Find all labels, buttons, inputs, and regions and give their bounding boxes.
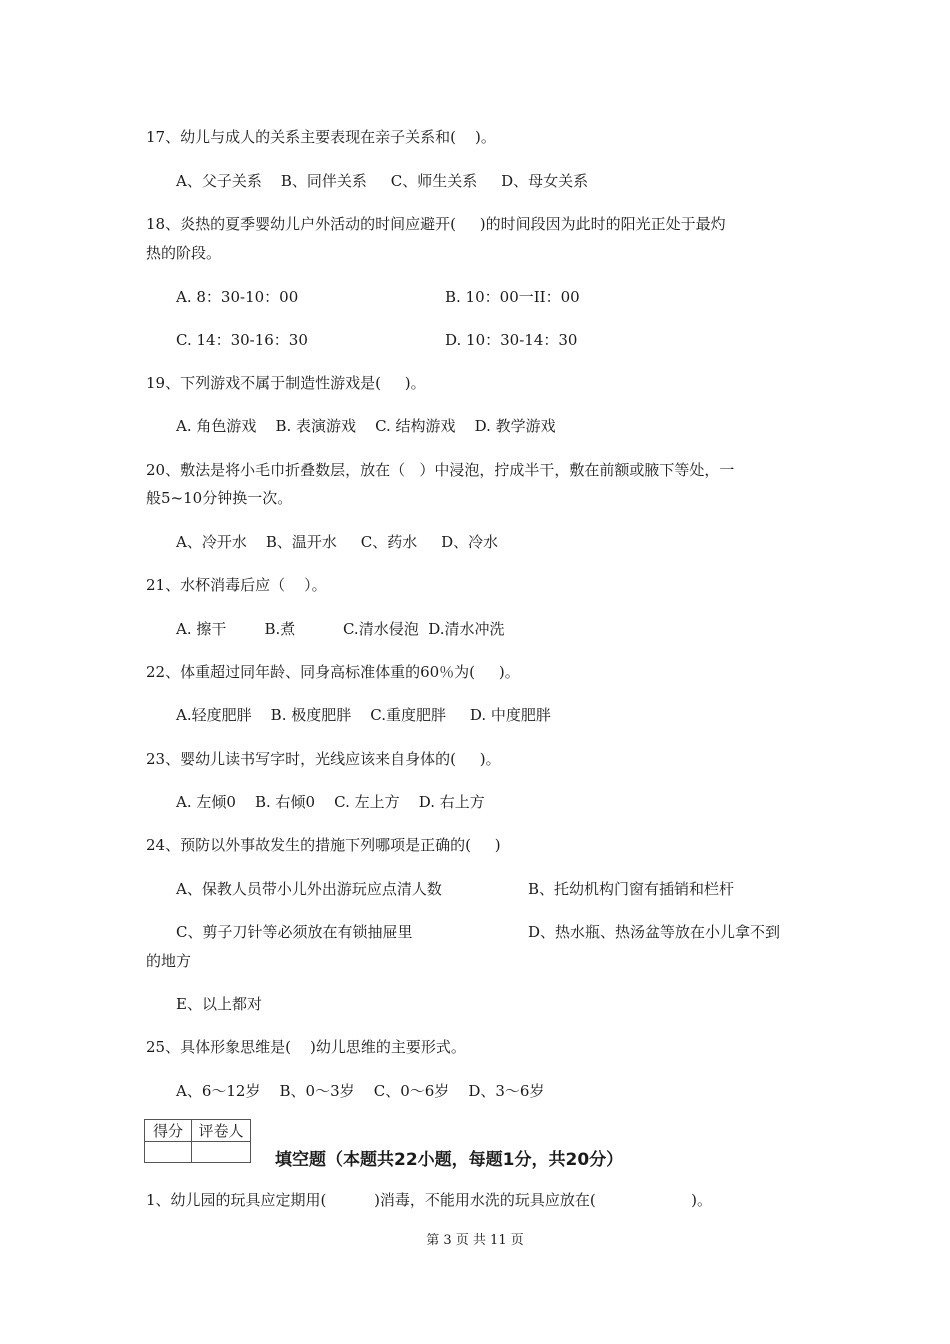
question-25-stem: 25、具体形象思维是( )幼儿思维的主要形式。 [146, 1038, 466, 1056]
question-22-options: A.轻度肥胖 B. 极度肥胖 C.重度肥胖 D. 中度肥胖 [176, 706, 551, 724]
question-21-stem: 21、水杯消毒后应（ ）。 [146, 576, 327, 594]
question-23-stem: 23、婴幼儿读书写字时，光线应该来自身体的( )。 [146, 750, 501, 768]
question-24-option-c: C、剪子刀针等必须放在有锁抽屉里 [176, 923, 413, 941]
question-18-option-d: D. 10：30-14：30 [445, 331, 578, 349]
score-label: 得分 [145, 1120, 192, 1142]
fill-question-1: 1、幼儿园的玩具应定期用( )消毒，不能用水洗的玩具应放在( )。 [146, 1191, 712, 1209]
question-22-stem: 22、体重超过同年龄、同身高标准体重的60％为( )。 [146, 663, 520, 681]
question-24-option-d-cont: 的地方 [146, 952, 192, 970]
question-19-options: A. 角色游戏 B. 表演游戏 C. 结构游戏 D. 教学游戏 [176, 417, 556, 435]
question-18-stem: 18、炎热的夏季婴幼儿户外活动的时间应避开( )的时间段因为此时的阳光正处于最灼 [146, 215, 726, 233]
question-18-option-a: A. 8：30-10：00 [176, 288, 299, 306]
question-17-options: A、父子关系 B、同伴关系 C、师生关系 D、母女关系 [176, 172, 589, 190]
question-18-option-b: B. 10：00一II：00 [445, 288, 580, 306]
grader-label: 评卷人 [192, 1120, 251, 1142]
question-20-options: A、冷开水 B、温开水 C、药水 D、冷水 [176, 533, 499, 551]
grader-cell [192, 1142, 251, 1163]
question-24-option-d: D、热水瓶、热汤盆等放在小儿拿不到 [528, 923, 781, 941]
question-23-options: A. 左倾0 B. 右倾0 C. 左上方 D. 右上方 [176, 793, 485, 811]
question-19-stem: 19、下列游戏不属于制造性游戏是( )。 [146, 374, 426, 392]
score-table [144, 1119, 251, 1163]
question-25-options: A、6～12岁 B、0～3岁 C、0～6岁 D、3～6岁 [176, 1082, 545, 1100]
question-17-stem: 17、幼儿与成人的关系主要表现在亲子关系和( )。 [146, 128, 496, 146]
question-24-option-b: B、托幼机构门窗有插销和栏杆 [528, 880, 735, 898]
score-cell [145, 1142, 192, 1163]
question-20-stem: 20、敷法是将小毛巾折叠数层，放在（ ）中浸泡，拧成半干，敷在前额或腋下等处，一 [146, 461, 735, 479]
question-18-option-c: C. 14：30-16：30 [176, 331, 308, 349]
question-20-stem-cont: 般5~10分钟换一次。 [146, 489, 293, 507]
question-24-stem: 24、预防以外事故发生的措施下列哪项是正确的( ) [146, 836, 501, 854]
question-18-stem-cont: 热的阶段。 [146, 244, 222, 262]
page-footer: 第 3 页 共 11 页 [426, 1233, 524, 1248]
question-24-option-e: E、以上都对 [176, 995, 262, 1013]
question-21-options: A. 擦干 B.煮 C.清水侵泡 D.清水冲洗 [176, 620, 505, 638]
question-24-option-a: A、保教人员带小儿外出游玩应点清人数 [176, 880, 442, 898]
section-title: 填空题（本题共22小题，每题1分，共20分） [275, 1150, 624, 1170]
